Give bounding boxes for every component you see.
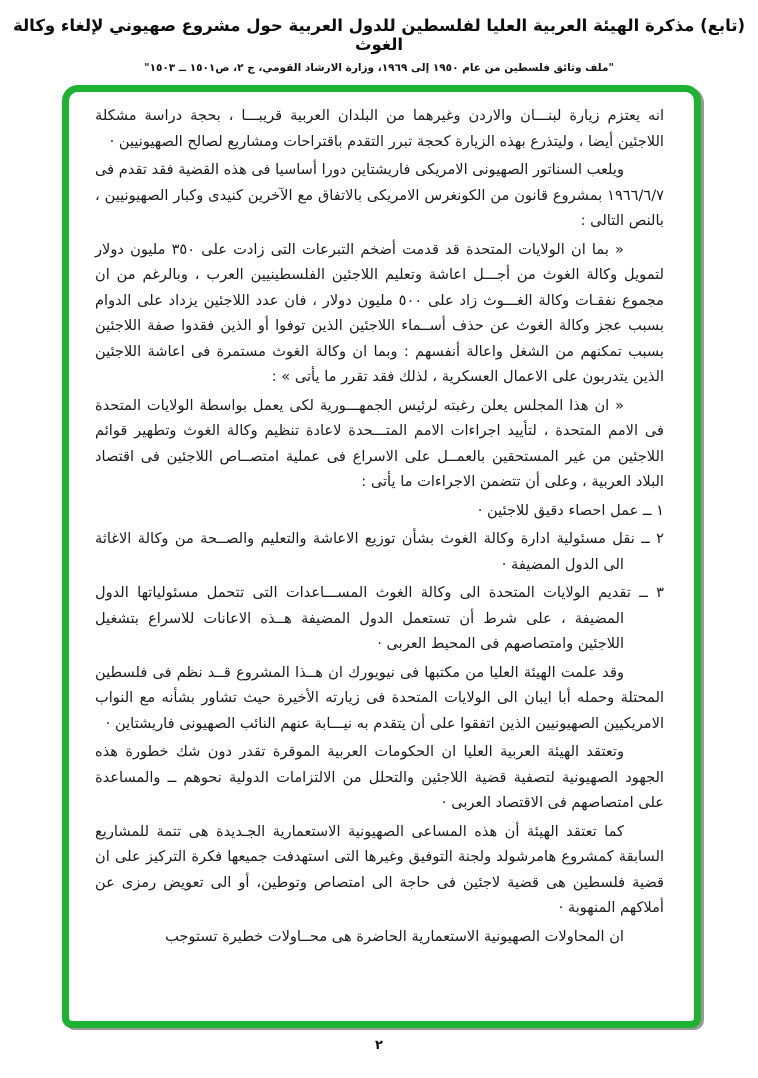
page-number: ٢: [375, 1038, 383, 1053]
paragraph-6: وتعتقد الهيئة العربية العليا ان الحكومات العربية الموقرة تقدر دون شك خطورة هذه الجهود الصهيونية لتصفية قضية اللاجئين والتحلل من الالتزامات الدولية نحوهم ــ والمساعدة على امتصاصهم فى الاقتصاد العربى ·: [95, 743, 664, 811]
paragraph-4-quote: « ان هذا المجلس يعلن رغبته لرئيس الجمهـــورية لكى يعمل بواسطة الولايات المتحدة فى الامم المتحدة ، لتأييد اجراءات الامم المتـــحدة لاعادة تنظيم وكالة الغوث وتطهير قوائم اللاجئين من غير المستحقين بالعمــل على الاسراع فى عملية امتصــاص اللاجئين فى اقتصاد البلاد العربية ، وعلى أن تتضمن الاجراءات ما يأتى :: [95, 396, 664, 490]
list-item-1: ١ ــ عمل احصاء دقيق للاجئين ·: [477, 501, 664, 519]
paragraph-1: انه يعتزم زيارة لبنـــان والاردن وغيرهما من البلدان العربية قريبـــا ، بحجة دراسة مشكلة اللاجئين أيضا ، وليتذرع بهذه الزيارة كحجة تبرر التقدم باقتراحات ومشاريع لصالح الصهيونيين ·: [95, 107, 664, 150]
paragraph-7: كما تعتقد الهيئة أن هذه المساعى الصهيونية الاستعمارية الجـديدة هى تتمة للمشاريع السابقة كمشروع هامرشولد ولجنة التوفيق وغيرها التى استهدفت جميعها فكرة التركيز على ان قضية فلسطين هى قضية لاجئين فى حاجة الى امتصاص وتوطين، أو الى تعويض رمزى عن أملاكهم المنهوبة ·: [95, 822, 664, 916]
document-body: [69, 92, 694, 1021]
highlight-annotation-box: [62, 85, 701, 1028]
paragraph-2: ويلعب السناتور الصهيونى الامريكى فاريشتاين دورا أساسيا فى هذه القضية فقد تقدم فى ١٩٦٦/٦/٧ بمشروع قانون من الكونغرس الامريكى بالاتفاق مع الآخرين كنيدى وكبار الصهيونيين ، بالنص التالى :: [95, 161, 664, 229]
paragraph-3-quote: « بما ان الولايات المتحدة قد قدمت أضخم التبرعات التى زادت على ٣٥٠ مليون دولار لتمويل وكالة الغوث من أجـــل اعاشة وتعليم اللاجئين الفلسطينيين العرب ، وبالرغم من ان مجموع نفقـات وكالة الغـــوث زاد على ٥٠٠ مليون دولار ، فان عدد اللاجئين يزداد على الدوام بسبب عجز وكالة الغوث عن حذف أســماء اللاجئين الذين توفوا أو الذين فقدوا صفة اللاجئين بسبب تمكنهم من الشغل واعالة أنفسهم : وبما ان وكالة الغوث مستمرة فى اعاشة اللاجئين الذين يتدربون على الاعمال العسكرية ، لذلك فقد تقرر ما يأتى » :: [95, 240, 664, 385]
document-header: [0, 0, 758, 74]
paragraph-5: وقد علمت الهيئة العليا من مكتبها فى نيويورك ان هــذا المشروع قــد نظم فى فلسطين المحتلة وحمله أبا ايبان الى الولايات المتحدة فى زيارته الأخيرة حيث تشاور بشأنه مع النواب الامريكيين الصهيونيين الذين اتفقوا على أن يتقدم به نيـــابة عنهم النائب الصهيونى فاريشتاين ·: [95, 663, 664, 732]
page-subtitle: "ملف وثائق فلسطين من عام ١٩٥٠ إلى ١٩٦٩، وزارة الارشاد القومي، ج ٢، ص١٥٠١ ــ ١٥٠٣": [144, 62, 614, 74]
page-title: (تابع) مذكرة الهيئة العربية العليا لفلسطين للدول العربية حول مشروع صهيوني لإلغاء وكالة الغوث: [12, 16, 746, 54]
list-item-3: ٣ ــ تقديم الولايات المتحدة الى وكالة الغوث المســـاعدات التى تتحمل مسئولياتها الدول المضيفة ، على شرط أن تستعمل الدول المضيفة هــذه الاعانات للاسراع بتشغيل اللاجئين وامتصاصهم فى المحيط العربى ·: [95, 584, 664, 652]
paragraph-8: ان المحاولات الصهيونية الاستعمارية الحاضرة هى محــاولات خطيرة تستوجب: [165, 927, 624, 945]
list-item-2: ٢ ــ نقل مسئولية ادارة وكالة الغوث بشأن توزيع الاعاشة والتعليم والصــحة من وكالة الاغاثة الى الدول المضيفة ·: [95, 530, 664, 573]
